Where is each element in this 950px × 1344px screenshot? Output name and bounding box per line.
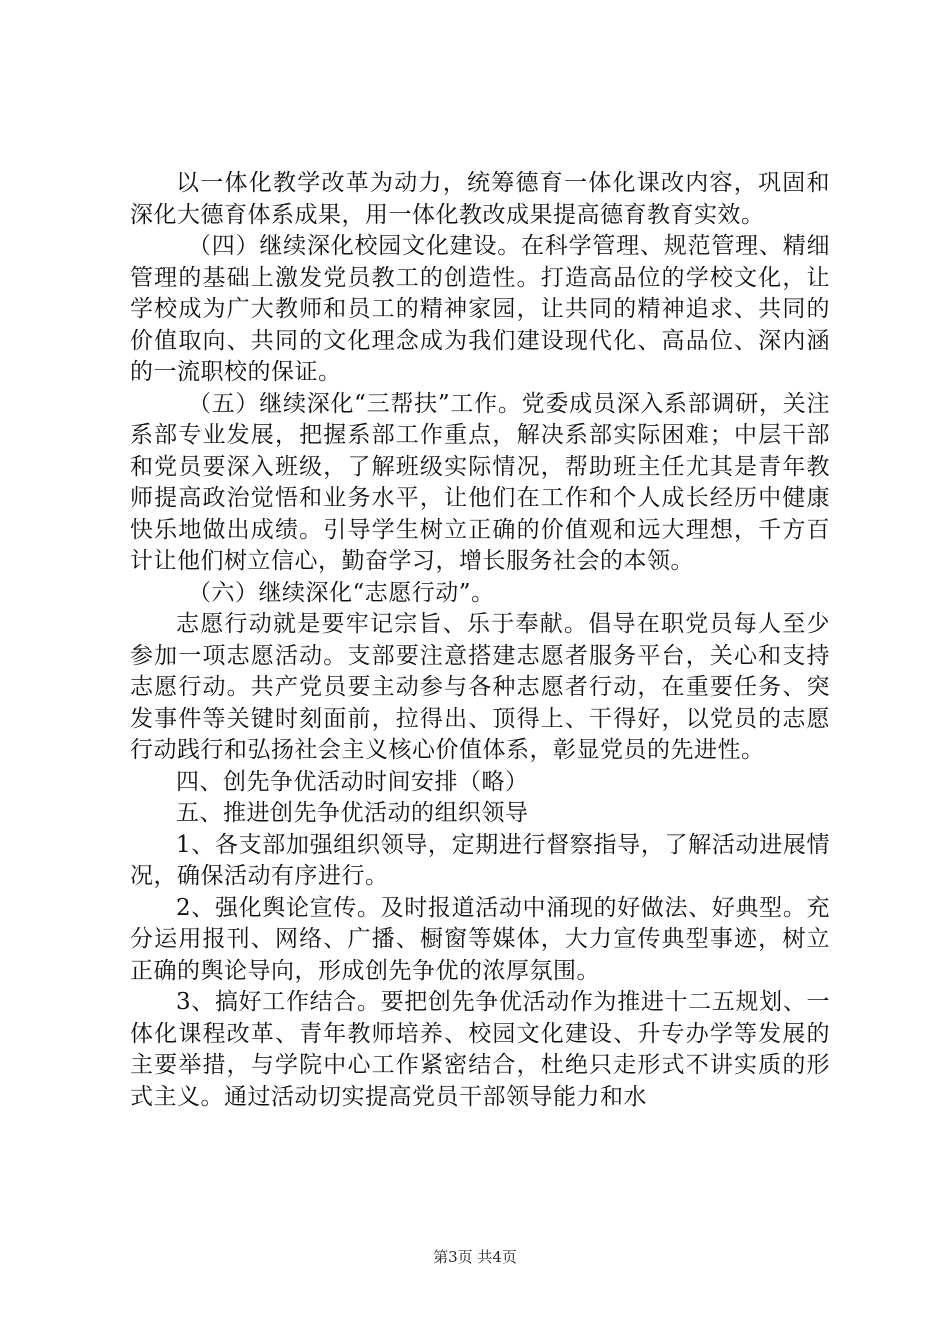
heading-schedule: 四、创先争优活动时间安排（略） <box>176 768 529 795</box>
paragraph-item-3: 3、搞好工作结合。要把创先争优活动作为推进十二五规划、一体化课程改革、青年教师培养、校园文化建设、升专办学等发展的主要举措，与学院中心工作紧密结合，杜绝只走形式不讲实质的形式主义。通过活动切实提高党员干部领导能力和水 <box>130 989 830 1110</box>
page-number-footer: 第3页 共4页 <box>433 1248 517 1266</box>
paragraph-volunteer-action: 志愿行动就是要牢记宗旨、乐于奉献。倡导在职党员每人至少参加一项志愿活动。支部要注意搭建志愿者服务平台，关心和支持志愿行动。共产党员要主动参与各种志愿者行动，在重要任务、突发事件等关键时刻面前，拉得出、顶得上、干得好，以党员的志愿行动践行和弘扬社会主义核心价值体系，彰显党员的先进性。 <box>130 611 830 763</box>
document-body <box>130 168 830 1113</box>
paragraph-section-6-heading: （六）继续深化“志愿行动”。 <box>188 579 495 606</box>
paragraph-section-4-campus-culture: （四）继续深化校园文化建设。在科学管理、规范管理、精细管理的基础上激发党员教工的创造性。打造高品位的学校文化，让学校成为广大教师和员工的精神家园，让共同的精神追求、共同的价值取向、共同的文化理念成为我们建设现代化、高品位、深内涵的一流职校的保证。 <box>130 233 830 385</box>
paragraph-item-1: 1、各支部加强组织领导，定期进行督察指导，了解活动进展情况，确保活动有序进行。 <box>130 831 830 889</box>
paragraph-item-2: 2、强化舆论宣传。及时报道活动中涌现的好做法、好典型。充分运用报刊、网络、广播、橱窗等媒体，大力宣传典型事迹，树立正确的舆论导向，形成创先争优的浓厚氛围。 <box>130 894 830 984</box>
heading-organization-leadership: 五、推进创先争优活动的组织领导 <box>176 800 529 826</box>
paragraph-moral-education: 以一体化教学改革为动力，统筹德育一体化课改内容，巩固和深化大德育体系成果，用一体化教改成果提高德育教育实效。 <box>130 170 830 228</box>
paragraph-section-5-three-assistance: （五）继续深化“三帮扶”工作。党委成员深入系部调研，关注系部专业发展，把握系部工作重点，解决系部实际困难；中层干部和党员要深入班级，了解班级实际情况，帮助班主任尤其是青年教师提高政治觉悟和业务水平，让他们在工作和个人成长经历中健康快乐地做出成绩。引导学生树立正确的价值观和远大理想，千方百计让他们树立信心，勤奋学习，增长服务社会的本领。 <box>130 390 830 574</box>
